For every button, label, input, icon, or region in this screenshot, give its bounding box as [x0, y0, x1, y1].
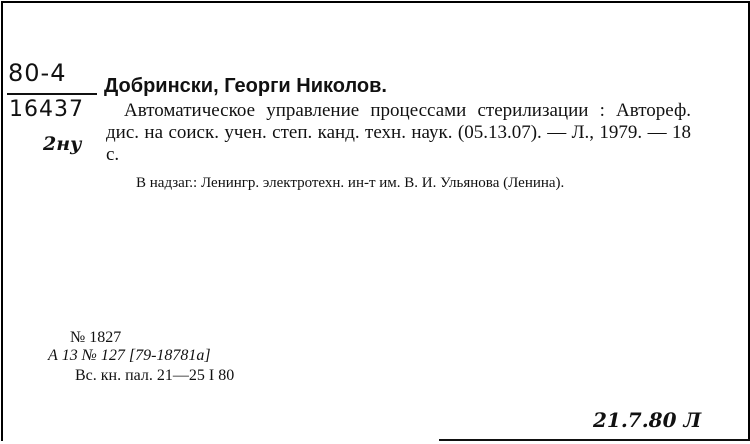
series-line: А 13 № 127 [79-18781а]	[48, 347, 211, 364]
catalog-card	[1, 1, 750, 441]
shelf-mark-divider	[7, 93, 97, 95]
bibliographic-description: Автоматическое управление процессами стерилизации : Автореф. дис. на соиск. учен. степ. канд. техн. наук. (05.13.07). — Л., 1979. — 18 с.	[106, 100, 691, 165]
card-bottom-edge	[439, 439, 750, 441]
shelf-mark-top: 80-4	[8, 59, 67, 87]
book-chamber-line: Вс. кн. пал. 21—25 I 80	[75, 367, 235, 384]
shelf-mark-bottom: 16437	[9, 97, 84, 122]
shelf-mark-note: 2ну	[43, 133, 82, 155]
author-heading: Добрински, Георги Николов.	[104, 75, 387, 97]
handwritten-date: 21.7.80 Л	[593, 408, 702, 432]
publication-note: В надзаг.: Ленингр. электротехн. ин-т им. В. И. Ульянова (Ленина).	[136, 175, 565, 191]
card-number: № 1827	[70, 329, 122, 346]
